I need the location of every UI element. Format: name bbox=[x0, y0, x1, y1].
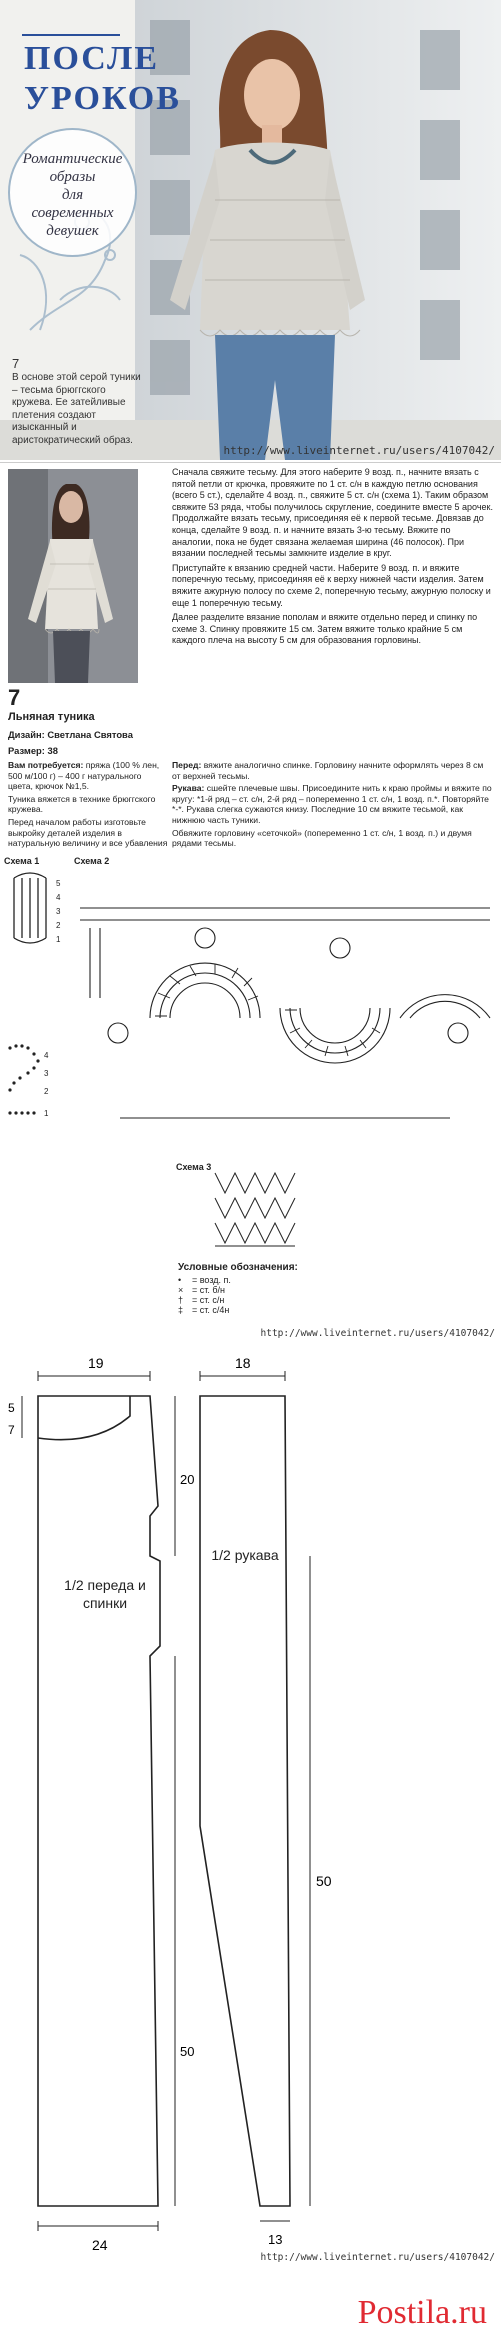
sleeve-instructions: Рукава: сшейте плечевые швы. Присоедините нить к краю проймы и вяжите по кругу: *1-й ряд – ст. с/н, 2-й ряд – попеременно 1 ст. с/н, 1 возд. п.*. Повторяйте *-*. Рукава слегка сужаются книзу. Последние 10 см вяжите тесьмой, как нижнюю часть туники. bbox=[172, 783, 492, 825]
neck-instructions: Обвяжите горловину «сеточкой» (попеременно 1 ст. с/н, 1 возд. п.) и двумя рядами тесьмы. bbox=[172, 827, 472, 849]
paragraph: Далее разделите вязание пополам и вяжите отдельно перед и спинку по схеме 3. Спинку провяжите 15 см. Затем вяжите только крайние 5 см каждого плеча на высоту 5 см для образования горловины. bbox=[172, 612, 478, 646]
row-number: 3 bbox=[56, 907, 61, 916]
dim-label: 50 bbox=[180, 2044, 195, 2059]
postila-logo[interactable]: Postila.ru bbox=[357, 2294, 487, 2331]
article-photo bbox=[8, 469, 138, 683]
dim-label: 19 bbox=[88, 1355, 104, 1371]
dim-label: 18 bbox=[235, 1355, 251, 1371]
dim-label: 20 bbox=[180, 1472, 195, 1487]
legend-item: × = ст. б/н bbox=[178, 1285, 226, 1295]
legend-item: ‡ = ст. с/4н bbox=[178, 1305, 230, 1315]
row-number: 3 bbox=[44, 1069, 49, 1078]
article-section bbox=[0, 462, 501, 777]
subtitle-line: девушек bbox=[46, 223, 99, 239]
row-number: 1 bbox=[56, 935, 61, 944]
hero-number: 7 bbox=[12, 356, 20, 371]
watermark-url: http://www.liveinternet.ru/users/4107042/ bbox=[223, 444, 495, 457]
subtitle-badge bbox=[8, 128, 137, 257]
dim-label: 24 bbox=[92, 2237, 108, 2253]
sleeve-piece-label: 1/2 рукава bbox=[211, 1547, 279, 1563]
size-line: Размер: 38 bbox=[8, 745, 58, 756]
subtitle-line: образы bbox=[49, 169, 96, 185]
subtitle-line: Романтические bbox=[22, 151, 123, 167]
paragraph: Приступайте к вязанию средней части. Наберите 9 возд. п. и вяжите поперечную тесьму, присоединяя её к верху нижней части изделия. Затем вяжите ажурную полосу по схеме 2, поперечную тесьму, ажурную полоску и еще 1 поперечную тесьму. bbox=[172, 562, 491, 608]
pattern-section bbox=[0, 1346, 501, 2276]
scheme-1-label: Схема 1 bbox=[4, 856, 40, 866]
crochet-charts bbox=[0, 868, 501, 1308]
section-title-line1: ПОСЛЕ bbox=[24, 40, 160, 77]
article-bottom-left bbox=[8, 745, 168, 758]
row-number: 4 bbox=[44, 1051, 49, 1060]
article-right-col bbox=[172, 467, 494, 647]
dim-label: 7 bbox=[8, 1423, 15, 1437]
article-number: 7 bbox=[8, 685, 21, 710]
row-number: 1 bbox=[44, 1109, 49, 1118]
garment-pattern bbox=[0, 1346, 501, 2276]
cover-section bbox=[0, 0, 501, 460]
dim-label: 13 bbox=[268, 2232, 283, 2247]
row-number: 2 bbox=[56, 921, 61, 930]
footer-bar bbox=[0, 2280, 501, 2348]
legend-item: † = ст. с/н bbox=[178, 1295, 225, 1305]
watermark-url: http://www.liveinternet.ru/users/4107042/ bbox=[260, 2252, 495, 2263]
article-left-col bbox=[8, 729, 158, 742]
front-instructions: Перед: вяжите аналогично спинке. Горловину начните оформлять через 8 см от верхней тесьмы. bbox=[172, 760, 484, 781]
paragraph: Перед началом работы изготовьте выкройку деталей изделия в натуральную величину и все убавления bbox=[8, 816, 168, 849]
section-title-line2: УРОКОВ bbox=[24, 80, 181, 117]
paragraph: Сначала свяжите тесьму. Для этого наберите 9 возд. п., начните вязать с пятой петли от крючка, провяжите по 1 ст. с/н в каждую петлю основания (всего 5 ст.), сделайте 4 возд. п., свяжите 5 ст. с/н (схема 1). Таким образом свяжите 53 ряда, чтобы получилось скругление, соедините вместе 5 арочек. Продолжайте вязать тесьму, присоединяя её к первой тесьме. Довязав до конца, сделайте 9 возд. п. и начните вязать 3-ю тесьму. Вяжите по аналогии, пока не будет связана желаемая ширина (46 полосок). При вязании последней тесьмы замкните изделие в круг. bbox=[172, 467, 493, 559]
dim-label: 50 bbox=[316, 1873, 332, 1889]
watermark-url: http://www.liveinternet.ru/users/4107042/ bbox=[260, 1328, 495, 1339]
scheme-2-label: Схема 2 bbox=[74, 856, 110, 866]
dim-label: 5 bbox=[8, 1401, 15, 1415]
row-number: 2 bbox=[44, 1087, 49, 1096]
row-number: 5 bbox=[56, 879, 61, 888]
materials-line: Вам потребуется: пряжа (100 % лен, 500 м/100 г) – 400 г натурального цвета, крючок №1,5. bbox=[8, 760, 160, 792]
legend bbox=[178, 1262, 478, 1315]
body-piece-label: 1/2 переда и спинки bbox=[64, 1577, 146, 1611]
article-title: Льняная туника bbox=[8, 711, 95, 723]
hero-caption: В основе этой серой туники – тесьма брюггского кружева. Ее затейливые плетения создают изысканный и аристократический образ. bbox=[12, 372, 141, 446]
paragraph: Туника вяжется в технике брюггского кружева. bbox=[8, 793, 156, 815]
scheme-3-label: Схема 3 bbox=[176, 1162, 212, 1172]
subtitle-line: современных bbox=[31, 205, 114, 221]
legend-title: Условные обозначения: bbox=[178, 1262, 298, 1273]
subtitle-line: для bbox=[61, 187, 84, 203]
design-credit: Дизайн: Светлана Святова bbox=[8, 729, 133, 740]
article-left-text bbox=[0, 760, 501, 850]
row-number: 4 bbox=[56, 893, 61, 902]
schemes-section bbox=[0, 852, 501, 1342]
legend-item: • = возд. п. bbox=[178, 1275, 231, 1285]
